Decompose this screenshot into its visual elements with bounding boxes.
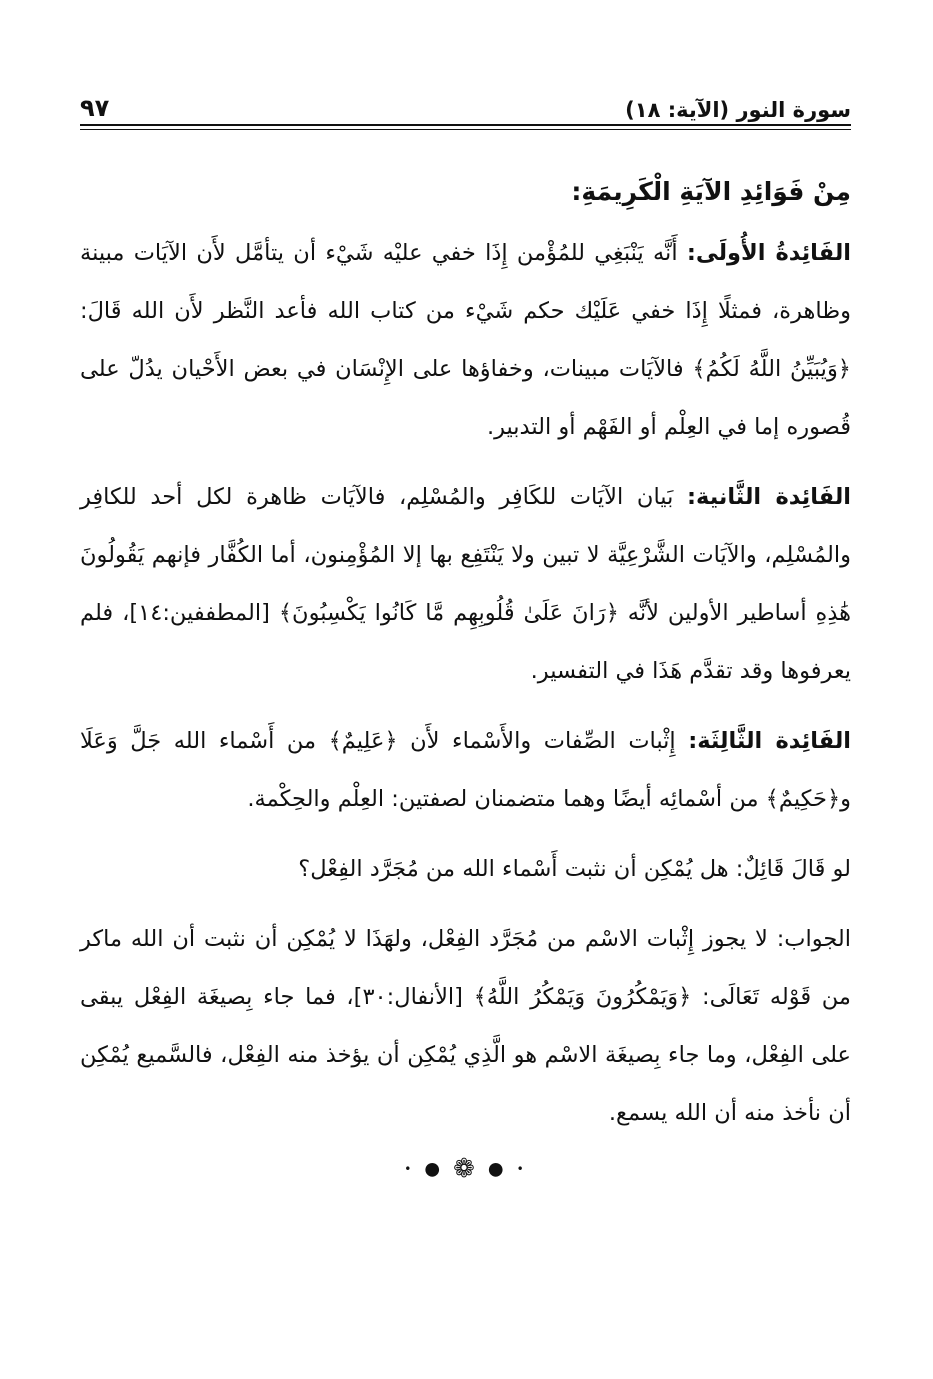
ornament-dot-big-right: ●: [487, 1158, 507, 1180]
ornament-dot-small-left: •: [404, 1162, 415, 1176]
page-content: [80, 172, 851, 1184]
ornament-dot-small-right: •: [516, 1162, 527, 1176]
answer-text: لا يجوز إِثْبات الاسْم من مُجَرَّد الفِعْل، ولهَذَا لا يُمْكِن أن نثبت أن الله ماكر من قَوْله تَعَالَى: ﴿وَيَمْكُرُونَ وَيَمْكُرُ اللَّهُ﴾ [الأنفال:٣٠]، فما جاء بِصيغَة الفِعْل يبقى على الفِعْل، وما جاء بِصيغَة الاسْم هو الَّذِي يُمْكِن أن يؤخذ منه الفِعْل، فالسَّميع يُمْكِن أن نأخذ منه أن الله يسمع.: [80, 926, 851, 1126]
header-rule-thin: [80, 129, 851, 130]
section-heading: مِنْ فَوَائِدِ الآيَةِ الْكَرِيمَةِ:: [571, 177, 851, 206]
question-line: لو قَالَ قَائِلٌ: هل يُمْكِن أن نثبت أَسْماء الله من مُجَرَّد الفِعْل؟: [298, 856, 851, 882]
ornament-flower-icon: ❁: [453, 1154, 478, 1184]
answer-paragraph: [80, 910, 851, 1142]
running-header: [80, 88, 851, 122]
benefit-paragraph-3: [80, 712, 851, 828]
end-ornament: [80, 1154, 851, 1184]
benefit-paragraph-1: [80, 224, 851, 456]
page-number: ٩٧: [80, 94, 110, 122]
header-rule: [80, 124, 851, 126]
surah-title: سورة النور (الآية: ١٨): [625, 98, 851, 122]
benefit-label-3: الفَائِدة الثَّالِثَة:: [688, 728, 852, 754]
answer-label: الجواب:: [776, 926, 851, 952]
benefit-text-3: إِثْبات الصِّفات والأَسْماء لأَن ﴿عَلِيمٌ﴾ من أَسْماء الله جَلَّ وَعَلَا و﴿حَكِيمٌ﴾ من أسْمائِه أيضًا وهما متضمنان لصفتين: العِلْم والحِكْمة.: [80, 728, 851, 812]
benefit-label-1: الفَائِدةُ الأُولَى:: [686, 240, 851, 266]
benefit-text-1: أَنَّه يَنْبَغِي للمُؤْمن إِذَا خفي عليْه شَيْء أن يتأمَّل لأَن الآيَات مبينة وظاهرة، فمثلًا إِذَا خفي عَلَيْك حكم شَيْء من كتاب الله فأعد النَّظر لأَن الله قَالَ: ﴿وَيُبَيِّنُ اللَّهُ لَكُمُ﴾ فالآيَات مبينات، وخفاؤها على الإِنْسَان في بعض الأَحْيان يدُلّ على قُصوره إما في العِلْم أو الفَهْم أو التدبير.: [80, 240, 851, 440]
benefit-label-2: الفَائِدة الثَّانية:: [687, 484, 852, 510]
benefit-paragraph-2: [80, 468, 851, 700]
ornament-dot-big-left: ●: [424, 1158, 444, 1180]
benefit-text-2: بَيان الآيَات للكَافِر والمُسْلِم، فالآيَات ظاهرة لكل أحد للكافِر والمُسْلِم، والآيَات الشَّرْعِيَّة لا تبين ولا يَنْتَفِع بها إلا المُؤْمِنون، أما الكُفَّار فإنهم يَقُولُونَ هَٰذِهِ أساطير الأولين لأنَّه ﴿رَانَ عَلَىٰ قُلُوبِهِم مَّا كَانُوا يَكْسِبُونَ﴾ [المطففين:١٤]، فلم يعرفوها وقد تقدَّم هَذَا في التفسير.: [80, 484, 851, 684]
